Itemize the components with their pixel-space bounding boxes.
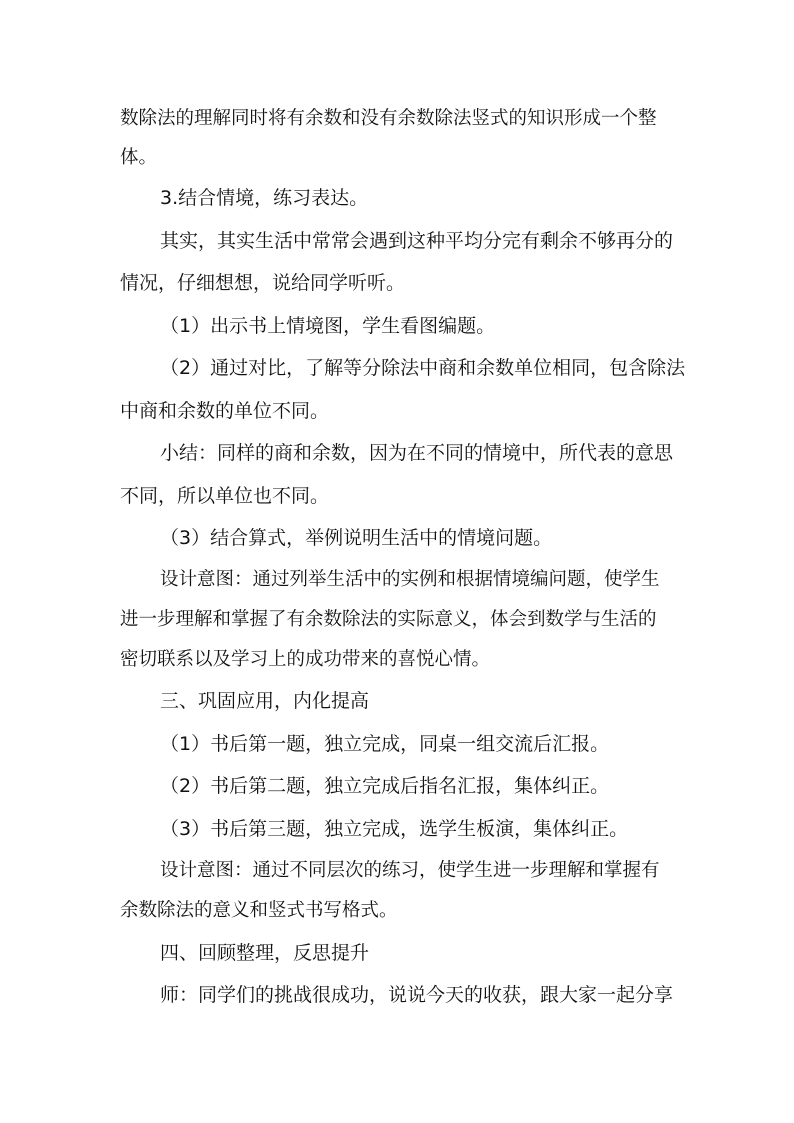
paragraph-line: 其实，其实生活中常常会遇到这种平均分完有剩余不够再分的 — [160, 230, 674, 252]
list-item: （1）出示书上情境图，学生看图编题。 — [160, 315, 496, 337]
section-heading: 四、回顾整理，反思提升 — [160, 942, 370, 964]
summary-line: 小结：同样的商和余数，因为在不同的情境中，所代表的意思 — [160, 442, 674, 464]
list-item: （2）通过对比，了解等分除法中商和余数单位相同，包含除法 — [160, 357, 686, 379]
text-line: 体。 — [120, 147, 158, 168]
design-intent-line: 密切联系以及学习上的成功带来的喜悦心情。 — [120, 649, 491, 670]
list-item-continuation: 中商和余数的单位不同。 — [120, 400, 330, 422]
text-line: 数除法的理解同时将有余数和没有余数除法竖式的知识形成一个整 — [120, 108, 657, 129]
design-intent-line: 设计意图：通过不同层次的练习，使学生进一步理解和掌握有 — [160, 860, 660, 881]
section-heading: 3.结合情境，练习表达。 — [160, 187, 369, 209]
paragraph-line: 师：同学们的挑战很成功，说说今天的收获，跟大家一起分享 — [160, 984, 674, 1006]
list-item: （2）书后第二题，独立完成后指名汇报，集体纠正。 — [160, 775, 610, 797]
design-intent-line: 进一步理解和掌握了有余数除法的实际意义，体会到数学与生活的 — [120, 609, 657, 630]
list-item: （3）书后第三题，独立完成，选学生板演，集体纠正。 — [160, 818, 629, 840]
summary-line: 不同，所以单位也不同。 — [120, 485, 330, 507]
design-intent-line: 余数除法的意义和竖式书写格式。 — [120, 900, 398, 921]
design-intent-line: 设计意图：通过列举生活中的实例和根据情境编问题，使学生 — [160, 569, 660, 590]
paragraph-line: 情况，仔细想想，说给同学听听。 — [120, 272, 406, 294]
list-item: （3）结合算式，举例说明生活中的情境问题。 — [160, 527, 553, 549]
list-item: （1）书后第一题，独立完成，同桌一组交流后汇报。 — [160, 733, 610, 755]
section-heading: 三、巩固应用，内化提高 — [160, 690, 370, 712]
